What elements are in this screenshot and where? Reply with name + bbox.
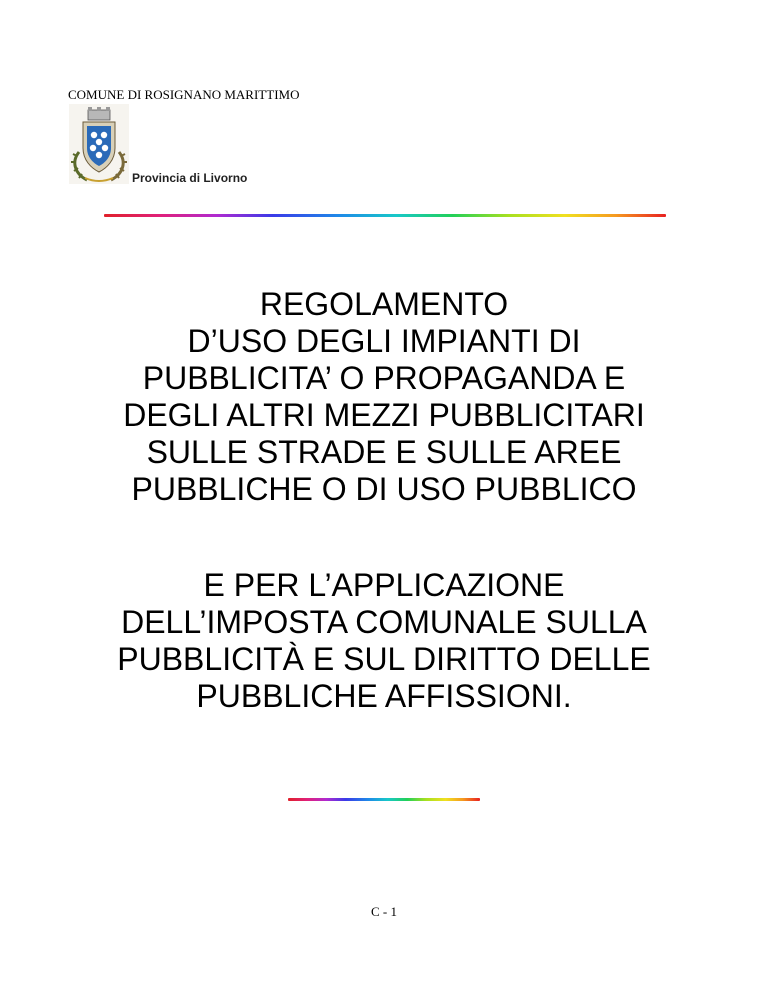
title-line: REGOLAMENTO <box>259 286 509 322</box>
title-line: DEGLI ALTRI MEZZI PUBBLICITARI <box>123 397 645 433</box>
subtitle-line: PUBBLICITÀ E SUL DIRITTO DELLE <box>117 641 651 677</box>
municipality-name: COMUNE DI ROSIGNANO MARITTIMO <box>68 87 300 102</box>
subtitle-line: PUBBLICHE AFFISSIONI. <box>196 678 572 714</box>
subtitle-line: DELL’IMPOSTA COMUNALE SULLA <box>121 604 647 640</box>
province-name: Provincia di Livorno <box>132 171 248 185</box>
coat-of-arms-icon <box>69 104 129 184</box>
crest-graphic <box>69 104 129 184</box>
document-title <box>0 286 768 508</box>
rainbow-divider-top <box>104 214 666 217</box>
title-line: PUBBLICHE O DI USO PUBBLICO <box>131 471 637 507</box>
page-number: C - 1 <box>371 904 397 919</box>
subtitle-line: E PER L’APPLICAZIONE <box>203 567 565 603</box>
title-line: SULLE STRADE E SULLE AREE <box>146 434 622 470</box>
title-line: PUBBLICITA’ O PROPAGANDA E <box>142 360 626 396</box>
title-line: D’USO DEGLI IMPIANTI DI <box>187 323 581 359</box>
rainbow-divider-bottom <box>288 798 480 801</box>
document-subtitle <box>0 567 768 715</box>
